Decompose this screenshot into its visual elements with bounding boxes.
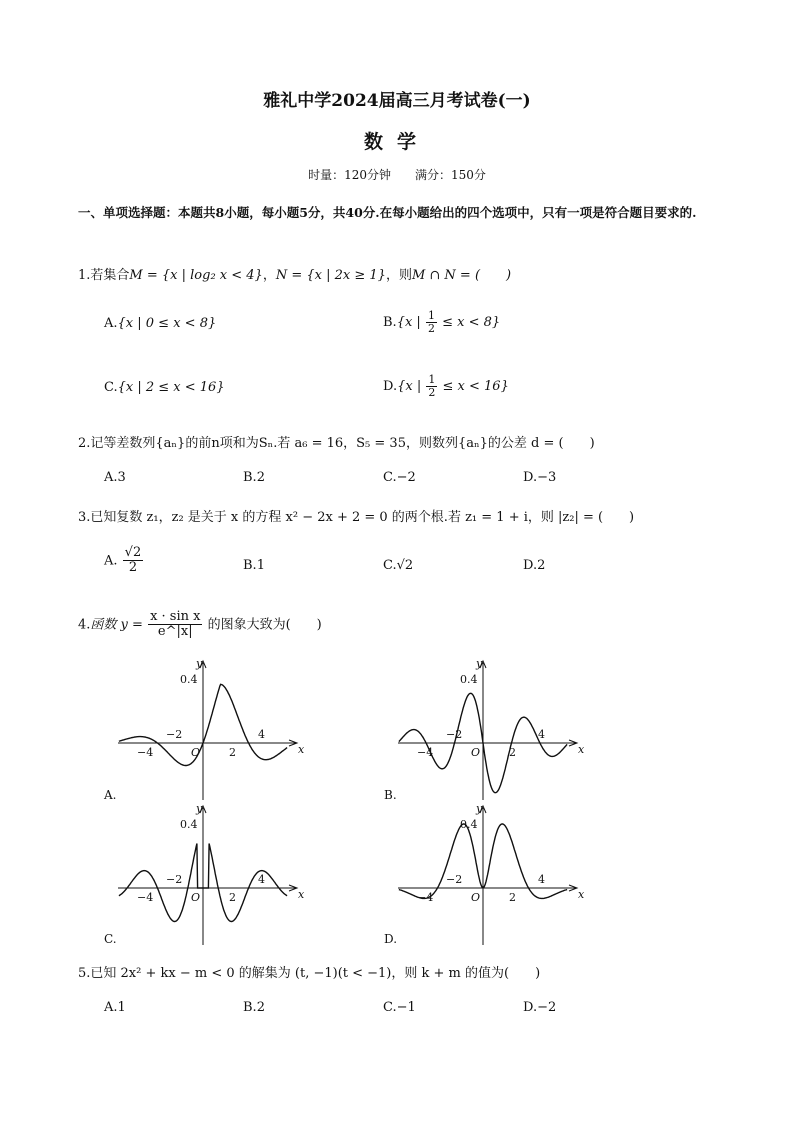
fraction [123, 546, 144, 576]
option-label: C. [383, 1000, 397, 1015]
graph-option-a[interactable] [108, 655, 308, 803]
option-label: B. [383, 315, 397, 331]
origin-label: O [191, 746, 201, 759]
option-label: B. [243, 470, 257, 485]
option-2c[interactable] [383, 470, 416, 485]
option-5c[interactable] [383, 1000, 416, 1015]
option-label: D. [523, 470, 538, 485]
x-tick-label: −2 [446, 728, 463, 741]
question-number: 1. [78, 268, 91, 283]
y-tick-label: 0.4 [460, 818, 478, 831]
x-tick-label: 4 [538, 728, 545, 741]
option-3a[interactable] [104, 546, 144, 576]
exam-meta: 时量：120分钟 满分：150分 [308, 168, 486, 182]
fraction-numerator: √2 [124, 545, 142, 560]
fraction [426, 374, 437, 399]
x-tick-label: −2 [166, 728, 183, 741]
x-tick-label: 4 [258, 873, 265, 886]
option-label: C. [383, 558, 397, 573]
option-1d[interactable] [383, 374, 509, 399]
stem-math: M = {x | log₂ x < 4} [129, 268, 263, 283]
option-label: C. [104, 380, 118, 395]
option-text: 1 [256, 558, 265, 573]
x-tick-label: 2 [509, 746, 516, 759]
fraction-denominator: e^|x| [157, 624, 193, 640]
option-text: 1 [117, 1000, 126, 1015]
fraction [148, 610, 202, 640]
option-text: −2 [396, 470, 416, 485]
option-2d[interactable] [523, 470, 556, 485]
fraction-denominator: 2 [128, 560, 138, 576]
stem-math: M ∩ N = ( ) [411, 268, 512, 283]
option-text: {x | 0 ≤ x < 8} [117, 316, 217, 331]
option-4c-label[interactable]: C. [104, 932, 117, 946]
option-label: B. [243, 558, 257, 573]
y-tick-label: 0.4 [180, 673, 198, 686]
x-tick-label: −2 [166, 873, 183, 886]
stem-text: 的图象大致为( ) [207, 617, 322, 633]
stem-text: 已知复数 z₁，z₂ 是关于 x 的方程 x² − 2x + 2 = 0 的两个根.若 z₁ = 1 + i，则 |z₂| = ( ) [90, 510, 635, 525]
option-label: A. [104, 470, 118, 485]
option-text: −1 [396, 1000, 416, 1015]
x-tick-label: −4 [137, 891, 154, 904]
x-label: x [298, 888, 305, 901]
stem-text: ， [262, 268, 276, 283]
option-2b[interactable] [243, 470, 265, 485]
option-label: A. [104, 1000, 118, 1015]
option-text: 2 [537, 558, 546, 573]
x-tick-label: 4 [258, 728, 265, 741]
option-label: A. [104, 553, 118, 569]
fraction-denominator: 2 [427, 322, 435, 336]
y-label: y [476, 657, 483, 670]
option-label: C. [383, 470, 397, 485]
option-text: {x | 2 ≤ x < 16} [117, 380, 225, 395]
fraction [426, 310, 437, 335]
question-number: 5. [78, 966, 91, 981]
stem-text: 记等差数列{aₙ}的前n项和为Sₙ.若 a₆ = 16，S₅ = 35，则数列{aₙ}的公差 d = ( ) [90, 436, 595, 451]
graph-option-d[interactable] [388, 800, 588, 948]
option-5a[interactable] [104, 1000, 126, 1015]
option-3d[interactable] [523, 558, 545, 573]
x-tick-label: −4 [417, 746, 434, 759]
x-tick-label: 2 [509, 891, 516, 904]
x-tick-label: −4 [137, 746, 154, 759]
question-number: 2. [78, 436, 91, 451]
x-label: x [298, 743, 305, 756]
option-2a[interactable] [104, 470, 126, 485]
x-tick-label: −4 [417, 891, 434, 904]
question-number: 3. [78, 510, 91, 525]
y-tick-label: 0.4 [180, 818, 198, 831]
x-tick-label: 2 [229, 891, 236, 904]
option-5b[interactable] [243, 1000, 265, 1015]
option-text: −2 [537, 1000, 557, 1015]
stem-math: N = {x | 2x ≥ 1} [275, 268, 386, 283]
option-text: {x | [397, 379, 422, 395]
fraction-numerator: x · sin x [150, 609, 201, 624]
stem-math: 函数 y = [90, 617, 143, 633]
option-text: ≤ [442, 315, 453, 331]
option-4b-label[interactable]: B. [384, 788, 397, 802]
option-text: ≤ [442, 379, 454, 395]
stem-text: 已知 2x² + kx − m < 0 的解集为 (t, −1)(t < −1)，则 k + m 的值为( ) [90, 966, 541, 981]
question-4 [78, 610, 322, 640]
y-label: y [196, 657, 203, 670]
exam-title: 雅礼中学2024届高三月考试卷(一) [263, 91, 531, 111]
option-text: x < 8} [457, 315, 501, 331]
option-label: B. [243, 1000, 257, 1015]
origin-label: O [191, 891, 201, 904]
option-text: 2 [256, 1000, 265, 1015]
option-label: D. [383, 379, 398, 395]
option-4a-label[interactable]: A. [104, 788, 117, 802]
origin-label: O [471, 746, 481, 759]
x-label: x [578, 888, 585, 901]
fraction-numerator: 1 [428, 373, 436, 386]
graph-option-c[interactable] [108, 800, 308, 948]
fraction-numerator: 1 [427, 309, 435, 322]
option-text: 2 [256, 470, 265, 485]
option-text: √2 [396, 558, 414, 573]
x-tick-label: −2 [446, 873, 463, 886]
stem-text: 若集合 [90, 268, 130, 283]
option-4d-label[interactable]: D. [384, 932, 398, 946]
fraction-denominator: 2 [428, 386, 436, 400]
x-tick-label: 2 [229, 746, 236, 759]
section-heading: 一、单项选择题：本题共8小题，每小题5分，共40分.在每小题给出的四个选项中，只有一项是符合题目要求的. [78, 205, 697, 220]
option-3c[interactable] [383, 558, 413, 573]
option-text: 3 [117, 470, 126, 485]
y-label: y [476, 802, 483, 815]
question-number: 4. [78, 617, 91, 633]
subject-heading: 数学 [363, 131, 430, 153]
option-text: x < 16} [457, 379, 509, 395]
x-tick-label: 4 [538, 873, 545, 886]
question-3 [78, 506, 634, 525]
option-text: {x | [396, 315, 421, 331]
option-label: D. [523, 558, 538, 573]
option-label: A. [104, 316, 118, 331]
question-5 [78, 962, 540, 981]
stem-text: ，则 [385, 268, 412, 283]
question-2 [78, 432, 595, 451]
x-label: x [578, 743, 585, 756]
origin-label: O [471, 891, 481, 904]
option-label: D. [523, 1000, 538, 1015]
option-text: −3 [537, 470, 557, 485]
option-3b[interactable] [243, 558, 265, 573]
option-1c[interactable] [104, 380, 225, 395]
y-tick-label: 0.4 [460, 673, 478, 686]
graph-option-b[interactable] [388, 655, 588, 803]
option-1a[interactable] [104, 316, 216, 331]
option-5d[interactable] [523, 1000, 556, 1015]
question-1 [78, 264, 511, 283]
option-1b[interactable] [383, 310, 500, 335]
y-label: y [196, 802, 203, 815]
